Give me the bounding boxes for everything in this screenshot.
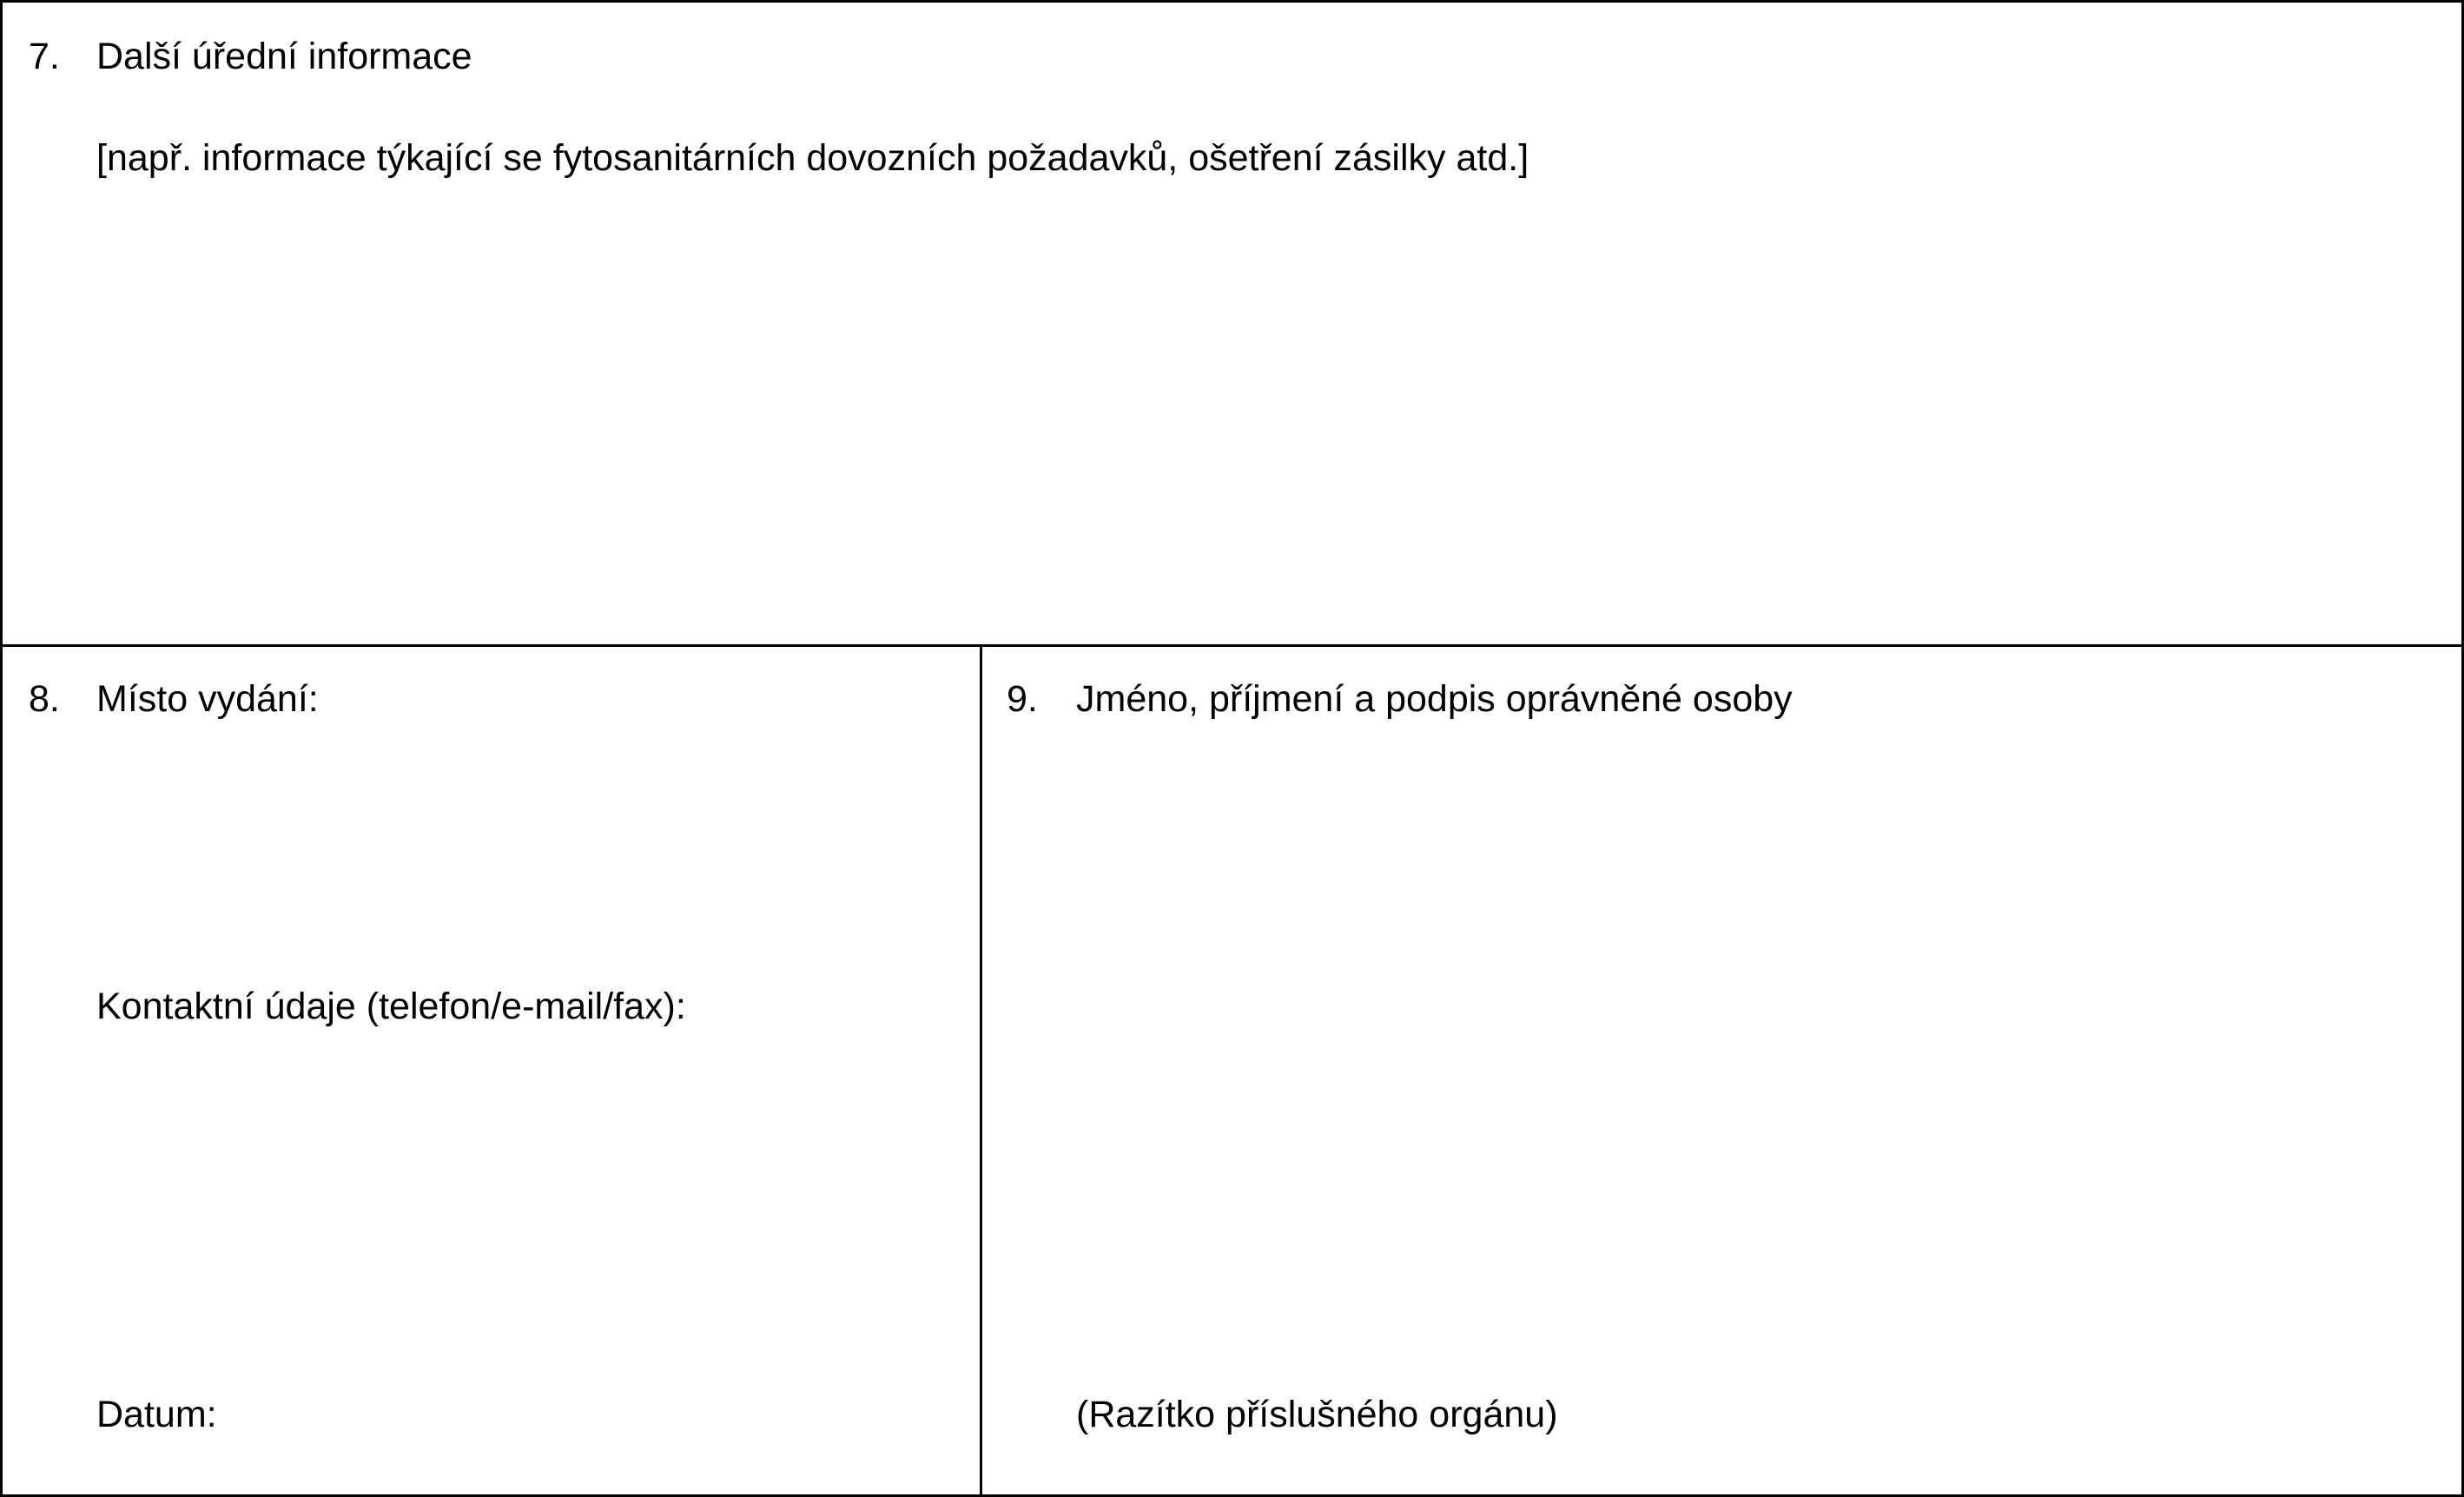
place-of-issue-label: Místo vydání:: [96, 678, 319, 720]
section-8-number: 8.: [29, 678, 60, 720]
section-9-authorized-officer: [982, 647, 2461, 1494]
section-7-number: 7.: [29, 36, 60, 77]
section-8-place-of-issue: [3, 647, 982, 1494]
date-label: Datum:: [96, 1394, 217, 1435]
contact-details-label: Kontaktní údaje (telefon/e-mail/fax):: [96, 986, 686, 1027]
section-7-note: [např. informace týkající se fytosanitárních dovozních požadavků, ošetření zásilky atd.]: [96, 137, 1529, 179]
section-7-additional-official-info: [3, 3, 2461, 647]
stamp-label: (Razítko příslušného orgánu): [1076, 1394, 1558, 1435]
section-9-number: 9.: [1007, 678, 1038, 720]
section-9-title: Jméno, příjmení a podpis oprávněné osoby: [1076, 678, 1793, 720]
section-7-title: Další úřední informace: [96, 36, 472, 77]
